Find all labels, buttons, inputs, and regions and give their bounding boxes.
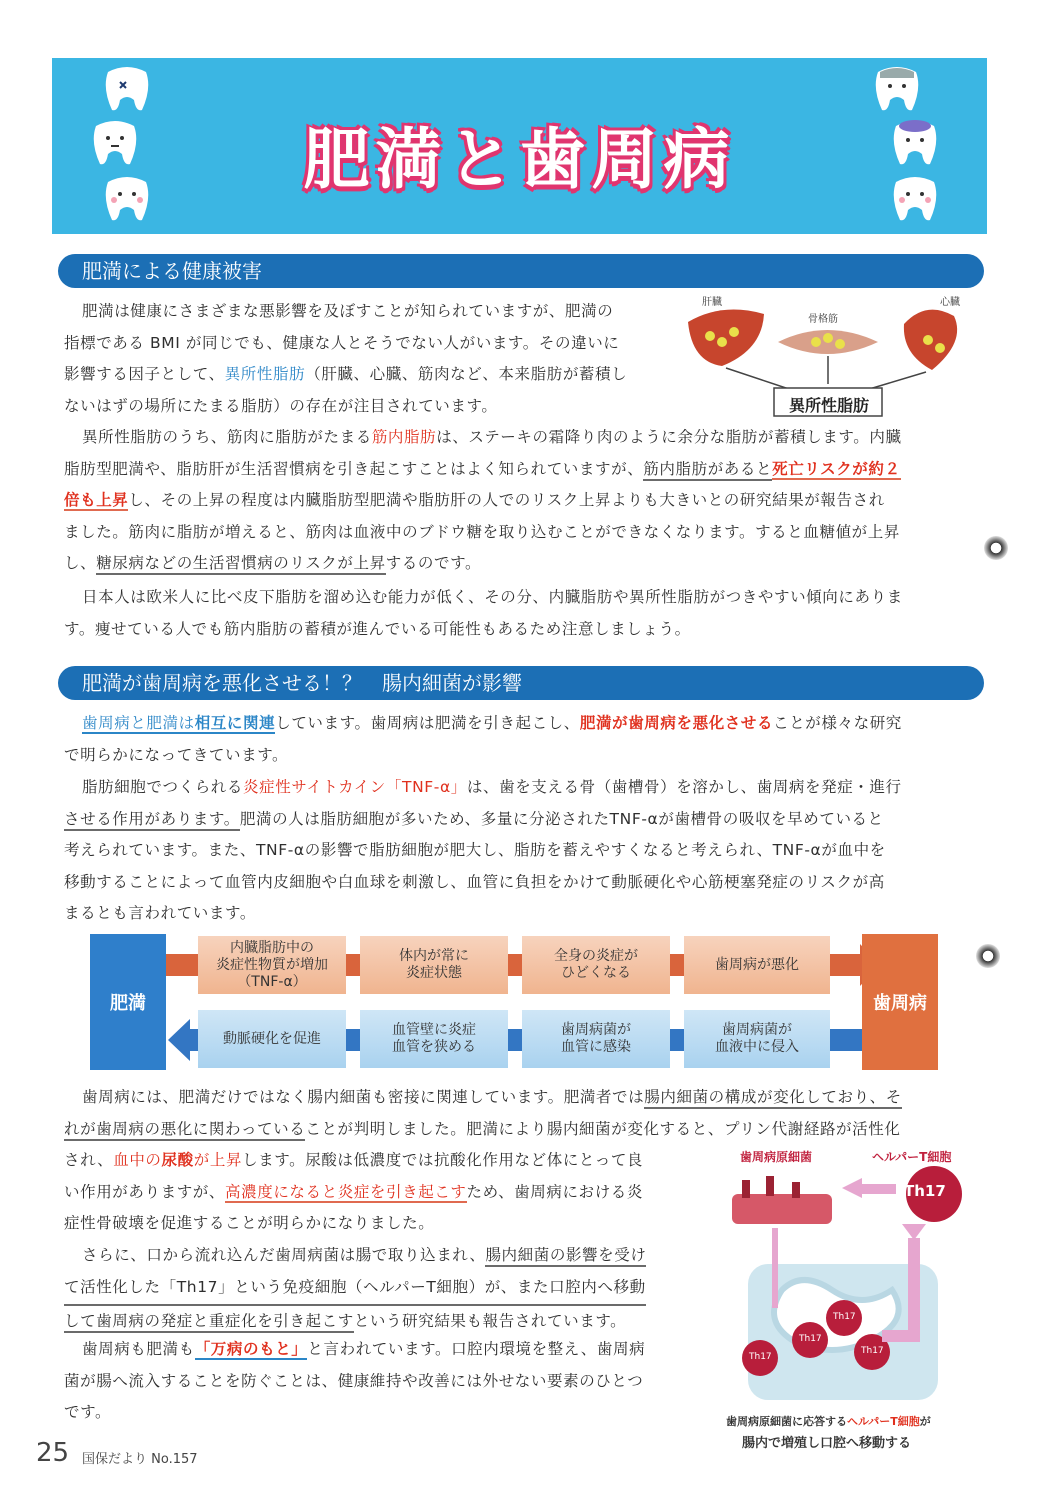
highlight-obesity-worsens: 肥満が歯周病を悪化させる	[579, 714, 774, 732]
th17-cell-main: Th17	[904, 1182, 946, 1200]
paragraph-1-2: 異所性脂肪のうち、筋肉に脂肪がたまる筋内脂肪は、ステーキの霜降り肉のように余分な脂肪が蓄積します。内臓 脂肪型肥満や、脂肪肝が生活習慣病を引き起こすことはよく知られていますが、筋内脂肪があると死亡リスクが約２ 倍も上昇し、その上昇の程度は内臓脂肪型肥満や脂肪肝の人でのリスク上昇よりも大きいとの研究結果が報告され ました。筋肉に脂肪が増えると、筋肉は血液中のブドウ糖を取り込むことができなくなります。すると血糖値が上昇 し、糖尿病などの生活習慣病のリスクが上昇するのです。	[64, 422, 974, 580]
gut-label-bacteria: 歯周病原細菌	[740, 1150, 813, 1164]
flow-step-bottom-1: 動脈硬化を促進	[198, 1010, 346, 1068]
tooth-decayed-icon	[868, 64, 926, 114]
tooth-happy-icon	[98, 174, 156, 224]
tooth-happy-icon	[886, 174, 944, 224]
paragraph-2-2: 脂肪細胞でつくられる炎症性サイトカイン「TNF-α」は、歯を支える骨（歯槽骨）を溶かし、歯周病を発症・進行 させる作用があります。肥満の人は脂肪細胞が多いため、多量に分泌されたTNF-αが歯槽骨の吸収を早めていると 考えられています。また、TNF-αの影響で脂肪細胞が肥大し、脂肪を蓄えやすくなると考えられ、TNF-αが血中を 移動することによって血管内皮細胞や白血球を刺激し、血管に負担をかけて動脈硬化や心筋梗塞発症のリスクが高 まるとも言われています。	[64, 778, 902, 922]
gut-figure-caption-1: 歯周病原細菌に応答するヘルパーT細胞が	[726, 1415, 931, 1428]
periodontal-disease-box: 歯周病	[862, 934, 938, 1070]
tooth-icon	[86, 118, 144, 168]
tooth-crown-icon	[886, 118, 944, 168]
highlight-tnf-alpha: 炎症性サイトカイン「TNF-α」	[243, 778, 467, 796]
th17-cell-gut-3: Th17	[861, 1346, 884, 1356]
flow-step-top-3: 全身の炎症が ひどくなる	[522, 936, 670, 994]
flow-step-bottom-4: 歯周病菌が 血液中に侵入	[684, 1010, 830, 1068]
section-heading-obesity-periodontal: 肥満が歯周病を悪化させる！？ 腸内細菌が影響	[58, 666, 984, 700]
paragraph-1-1: 肥満は健康にさまざまな悪影響を及ぼすことが知られていますが、肥満の 指標である BMI が同じでも、健康な人とそうでない人がいます。その違いに 影響する因子として、異所性脂肪（肝臓、心臓、筋肉など、本来脂肪が蓄積し ないはずの場所にたまる脂肪）の存在が注目されています。	[64, 302, 628, 415]
obesity-periodontal-flow-diagram	[90, 934, 940, 1072]
figure-label-skeletal-muscle: 骨格筋	[808, 314, 838, 325]
paragraph-2-1: 歯周病と肥満は相互に関連しています。歯周病は肥満を引き起こし、肥満が歯周病を悪化させることが様々な研究 で明らかになってきています。	[64, 714, 902, 764]
th17-cell-gut-2: Th17	[833, 1312, 856, 1322]
highlight-intramuscular-fat: 筋内脂肪	[371, 428, 437, 446]
figure-label-liver: 肝臓	[702, 297, 722, 308]
figure-label-heart: 心臓	[940, 297, 960, 308]
gut-figure-caption-2: 腸内で増殖し口腔へ移動する	[742, 1436, 912, 1451]
th17-cell-gut-4: Th17	[749, 1352, 772, 1362]
highlight-ectopic-fat: 異所性脂肪	[224, 365, 306, 383]
highlight-root-of-all-diseases: 「万病のもと」	[194, 1340, 308, 1358]
gut-label-helper-t: ヘルパーT細胞	[872, 1150, 952, 1164]
flow-step-top-1: 内臓脂肪中の 炎症性物質が増加 （TNF-α）	[198, 936, 346, 994]
paragraph-2-3: 歯周病には、肥満だけではなく腸内細菌も密接に関連しています。肥満者では腸内細菌の構成が変化しており、そ れが歯周病の悪化に関わっていることが判明しました。肥満により腸内細菌が変化すると、プリン代謝経路が活性化	[64, 1082, 974, 1145]
highlight-uric-acid: 尿酸	[161, 1151, 194, 1169]
highlight-mutual-relation: 相互に関連	[194, 714, 276, 732]
liver-icon	[688, 310, 764, 367]
figure-caption-ectopic-fat: 異所性脂肪	[788, 396, 869, 415]
flow-step-bottom-2: 血管壁に炎症 血管を狭める	[360, 1010, 508, 1068]
th17-cell-gut-1: Th17	[799, 1334, 822, 1344]
paragraph-1-3: 日本人は欧米人に比べ皮下脂肪を溜め込む能力が低く、その分、内臓脂肪や異所性脂肪がつきやすい傾向にありま す。痩せている人でも筋内脂肪の蓄積が進んでいる可能性もあるため注意しましょう。	[64, 588, 903, 638]
punch-hole-mark	[984, 536, 1008, 560]
page-title: 肥満と歯周病	[303, 121, 736, 198]
flow-step-top-4: 歯周病が悪化	[684, 936, 830, 994]
title-banner	[52, 58, 987, 234]
flow-step-bottom-3: 歯周病菌が 血管に感染	[522, 1010, 670, 1068]
paragraph-2-4: さらに、口から流れ込んだ歯周病菌は腸で取り込まれ、腸内細菌の影響を受け て活性化した「Th17」という免疫細胞（ヘルパーT細胞）が、また口腔内へ移動 して歯周病の発症と重症化を引き起こすという研究結果も報告されています。	[64, 1240, 704, 1338]
obesity-box: 肥満	[90, 934, 166, 1070]
paragraph-2-5: 歯周病も肥満も「万病のもと」と言われています。口腔内環境を整え、歯周病 菌が腸へ流入することを防ぐことは、健康維持や改善には外せない要素のひとつ です。	[64, 1340, 646, 1421]
section-heading-health-damage: 肥満による健康被害	[58, 254, 984, 288]
flow-step-top-2: 体内が常に 炎症状態	[360, 936, 508, 994]
tooth-sleeping-icon	[98, 64, 156, 114]
publication-name: 国保だより No.157	[82, 1452, 198, 1467]
highlight-death-risk: 死亡リスクが約２	[772, 459, 901, 478]
page-number: 25	[36, 1438, 70, 1468]
punch-hole-mark	[976, 944, 1000, 968]
paragraph-2-3-cont: され、血中の尿酸が上昇します。尿酸は低濃度では抗酸化作用など体にとって良 い作用がありますが、高濃度になると炎症を引き起こすため、歯周病における炎 症性骨破壊を促進することが明らかになりました。	[64, 1151, 644, 1232]
